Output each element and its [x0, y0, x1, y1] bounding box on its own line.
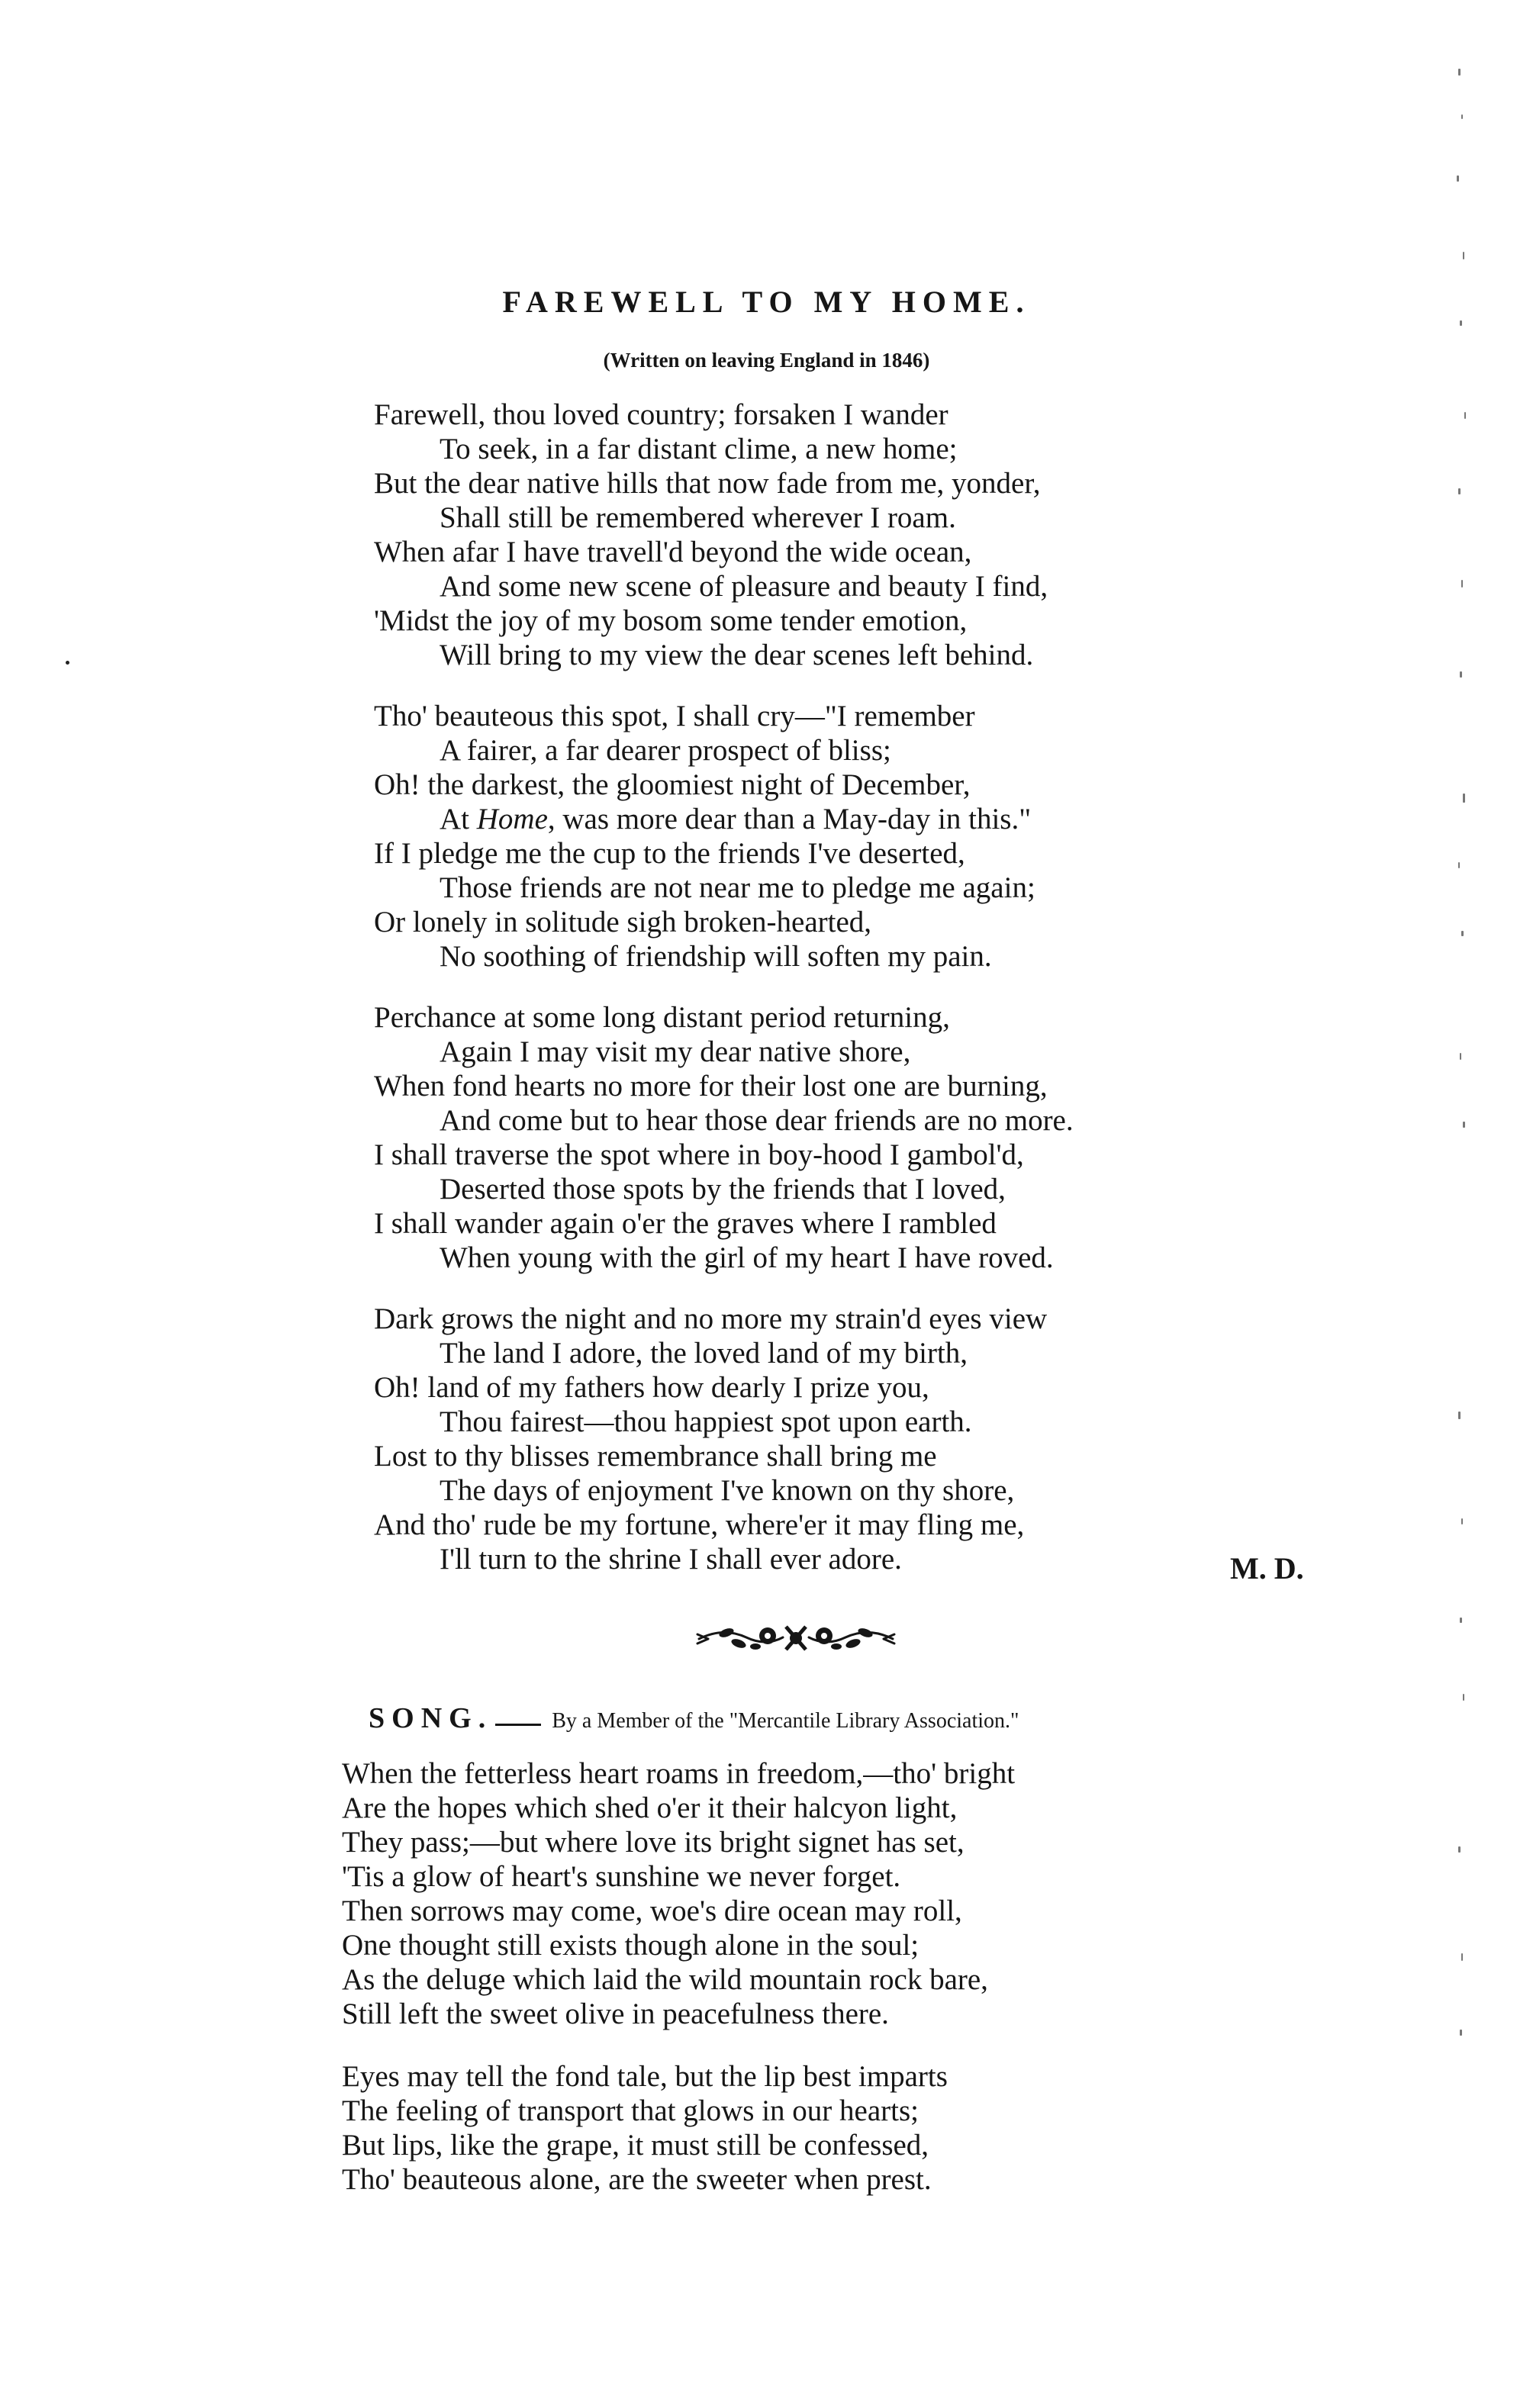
poem-line: Will bring to my view the dear scenes left behind. — [440, 639, 1034, 671]
poem-line: And come but to hear those dear friends are no more. — [440, 1104, 1074, 1137]
poem-line: When young with the girl of my heart I have roved. — [440, 1241, 1054, 1274]
poem-line: Again I may visit my dear native shore, — [440, 1035, 911, 1068]
poem-line: To seek, in a far distant clime, a new home; — [440, 433, 958, 465]
poem-line: Farewell, thou loved country; forsaken I wander — [374, 398, 948, 431]
poem-line: Lost to thy blisses remembrance shall bring me — [374, 1440, 937, 1473]
poem-line: Thou fairest—thou happiest spot upon earth. — [440, 1405, 972, 1438]
poem-line: Shall still be remembered wherever I roam. — [440, 501, 956, 534]
poem-line: I shall wander again o'er the graves where I rambled — [374, 1207, 997, 1240]
poem-line: Tho' beauteous this spot, I shall cry—"I remember — [374, 700, 975, 732]
poem-line: If I pledge me the cup to the friends I've deserted, — [374, 837, 965, 870]
poem-line: Oh! land of my fathers how dearly I prize you, — [374, 1371, 929, 1404]
poem-line: The days of enjoyment I've known on thy shore, — [440, 1474, 1015, 1507]
poem-line: Or lonely in solitude sigh broken-hearted, — [374, 906, 872, 938]
emphasised-word: Home — [476, 803, 548, 835]
heading-dash — [495, 1724, 541, 1726]
poem-line: Dark grows the night and no more my strain'd eyes view — [374, 1302, 1048, 1335]
poem-line: But lips, like the grape, it must still be confessed, — [342, 2129, 929, 2162]
poem-line: I'll turn to the shrine I shall ever adore. — [440, 1543, 902, 1576]
stray-ink-dot — [66, 661, 69, 665]
poem-line: And tho' rude be my fortune, where'er it may fling me, — [374, 1508, 1025, 1541]
poem-line: At Home, was more dear than a May-day in this." — [440, 803, 1032, 835]
poem-line: As the deluge which laid the wild mountain rock bare, — [342, 1963, 988, 1996]
poem-line: The feeling of transport that glows in our hearts; — [342, 2094, 919, 2127]
scan-margin-specks — [1454, 0, 1499, 2408]
poem-line: 'Tis a glow of heart's sunshine we never forget. — [342, 1860, 901, 1893]
poem-line: Those friends are not near me to pledge me again; — [440, 871, 1035, 904]
poem-line: When fond hearts no more for their lost one are burning, — [374, 1070, 1048, 1103]
poem-line: But the dear native hills that now fade from me, yonder, — [374, 467, 1041, 500]
poem-line: And some new scene of pleasure and beauty I find, — [440, 570, 1048, 603]
poem-line: A fairer, a far dearer prospect of bliss; — [440, 734, 891, 767]
song-label: SONG. — [369, 1702, 493, 1734]
poem-line: They pass;—but where love its bright signet has set, — [342, 1826, 965, 1859]
poem-line: One thought still exists though alone in the soul; — [342, 1929, 919, 1962]
poem-line: Still left the sweet olive in peacefulness there. — [342, 1998, 889, 2030]
poem-line: No soothing of friendship will soften my pain. — [440, 940, 992, 973]
poem-line: Tho' beauteous alone, are the sweeter when prest. — [342, 2163, 932, 2196]
poem-title: FAREWELL TO MY HOME. — [502, 285, 1031, 319]
poem-line: The land I adore, the loved land of my birth, — [440, 1337, 968, 1370]
poem-subtitle: (Written on leaving England in 1846) — [603, 349, 930, 372]
poem-line: Then sorrows may come, woe's dire ocean may roll, — [342, 1895, 962, 1927]
poem-line: Perchance at some long distant period returning, — [374, 1001, 950, 1034]
poem-line: When afar I have travell'd beyond the wide ocean, — [374, 536, 972, 568]
song-byline: By a Member of the "Mercantile Library Association." — [552, 1709, 1019, 1733]
poem-line: Deserted those spots by the friends that I loved, — [440, 1173, 1006, 1206]
poem-line: Are the hopes which shed o'er it their halcyon light, — [342, 1792, 958, 1824]
poem-line: 'Midst the joy of my bosom some tender emotion, — [374, 604, 968, 637]
song-heading — [369, 1701, 1019, 1735]
floral-divider-ornament-icon — [693, 1616, 899, 1659]
poem-line: I shall traverse the spot where in boy-hood I gambol'd, — [374, 1138, 1024, 1171]
poem-line: When the fetterless heart roams in freedom,—tho' bright — [342, 1757, 1016, 1790]
poem-line: Oh! the darkest, the gloomiest night of December, — [374, 768, 971, 801]
poem-line: Eyes may tell the fond tale, but the lip best imparts — [342, 2060, 948, 2093]
poem-signature: M. D. — [1230, 1551, 1304, 1585]
